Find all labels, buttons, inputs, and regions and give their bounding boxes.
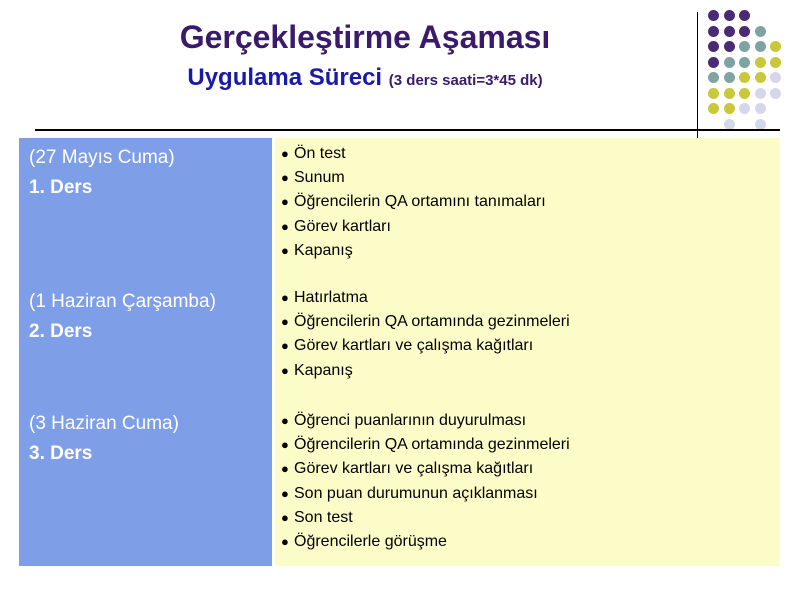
schedule-table [19, 138, 780, 566]
bullet-icon: ● [281, 218, 289, 234]
list-item [281, 530, 570, 554]
session-1-activities [281, 142, 546, 263]
session-date: (3 Haziran Cuma) [29, 413, 179, 434]
decorative-dot [755, 26, 766, 37]
decorative-dot [724, 119, 735, 130]
list-item [281, 190, 546, 214]
bullet-icon: ● [281, 242, 289, 258]
activity-text: Son test [294, 508, 353, 526]
subtitle-note: (3 ders saati=3*45 dk) [388, 72, 543, 89]
decorative-dot [724, 57, 735, 68]
bullet-icon: ● [281, 146, 289, 161]
activity-text: Görev kartları ve çalışma kağıtları [294, 460, 534, 478]
decorative-dot [755, 88, 766, 99]
decorative-dot [708, 57, 719, 68]
list-item [281, 215, 546, 239]
decorative-dot [770, 41, 781, 52]
decorative-dot [739, 72, 750, 83]
decorative-dot [724, 41, 735, 52]
decorative-dot [708, 72, 719, 83]
activity-text: Son puan durumunun açıklanması [294, 484, 538, 502]
bullet-icon: ● [281, 290, 289, 305]
decorative-dot [739, 41, 750, 52]
decorative-dot [755, 72, 766, 83]
bullet-icon: ● [281, 461, 289, 477]
decorative-dot [724, 10, 735, 21]
activity-text: Hatırlatma [294, 289, 368, 306]
decorative-dot [770, 57, 781, 68]
decorative-dot [724, 72, 735, 83]
list-item [281, 239, 546, 263]
activity-text: Görev kartları ve çalışma kağıtları [294, 337, 534, 355]
bullet-icon: ● [281, 437, 289, 453]
bullet-icon: ● [281, 194, 289, 210]
decorative-dot [724, 88, 735, 99]
session-3 [29, 409, 179, 469]
activity-text: Öğrencilerin QA ortamını tanımaları [294, 193, 546, 211]
list-item [281, 482, 570, 506]
list-item [281, 433, 570, 457]
decorative-dot [739, 88, 750, 99]
activity-text: Kapanış [294, 361, 353, 379]
session-3-activities [281, 409, 570, 554]
activity-text: Sunum [294, 169, 345, 187]
activity-text: Görev kartları [294, 217, 391, 235]
slide-subtitle [40, 62, 690, 97]
decorative-dot [739, 10, 750, 21]
activity-text: Öğrencilerle görüşme [294, 533, 447, 551]
decorative-dot [724, 103, 735, 114]
vertical-divider [697, 12, 698, 138]
decorative-dot [755, 57, 766, 68]
list-item [281, 457, 570, 481]
list-item [281, 142, 546, 166]
decorative-dot [739, 103, 750, 114]
decorative-dot [708, 41, 719, 52]
bullet-icon: ● [281, 413, 289, 428]
decorative-dot [708, 103, 719, 114]
decorative-dot [708, 10, 719, 21]
decorative-dot [739, 26, 750, 37]
slide-title: Gerçekleştirme Aşaması [179, 19, 551, 55]
session-label: 1. Ders [29, 177, 93, 198]
list-item [281, 506, 570, 530]
session-label: 3. Ders [29, 443, 93, 464]
list-item [281, 286, 570, 310]
bullet-icon: ● [281, 509, 289, 525]
activity-text: Ön test [294, 145, 346, 162]
bullet-icon: ● [281, 534, 289, 550]
session-date: (27 Mayıs Cuma) [29, 147, 175, 168]
decorative-dot [770, 88, 781, 99]
decorative-dot [755, 103, 766, 114]
decorative-dot [770, 72, 781, 83]
decorative-dot [739, 57, 750, 68]
bullet-icon: ● [281, 362, 289, 378]
activity-text: Öğrencilerin QA ortamında gezinmeleri [294, 436, 570, 454]
bullet-icon: ● [281, 485, 289, 501]
bullet-icon: ● [281, 338, 289, 354]
list-item [281, 409, 570, 433]
subtitle-text: Uygulama Süreci [187, 64, 383, 91]
session-2 [29, 287, 216, 347]
decorative-dot [724, 26, 735, 37]
decorative-dot [708, 88, 719, 99]
session-2-activities [281, 286, 570, 383]
bullet-icon: ● [281, 170, 289, 186]
list-item [281, 334, 570, 358]
horizontal-divider [35, 129, 780, 131]
session-1 [29, 143, 175, 203]
decorative-dot [708, 26, 719, 37]
list-item [281, 359, 570, 383]
activity-text: Öğrencilerin QA ortamında gezinmeleri [294, 313, 570, 331]
activity-text: Öğrenci puanlarının duyurulması [294, 412, 527, 429]
bullet-icon: ● [281, 314, 289, 330]
decorative-dot-grid [708, 10, 798, 130]
activity-text: Kapanış [294, 241, 353, 259]
list-item [281, 166, 546, 190]
decorative-dot [755, 41, 766, 52]
session-label: 2. Ders [29, 321, 93, 342]
decorative-dot [755, 119, 766, 130]
list-item [281, 310, 570, 334]
session-date: (1 Haziran Çarşamba) [29, 291, 216, 312]
